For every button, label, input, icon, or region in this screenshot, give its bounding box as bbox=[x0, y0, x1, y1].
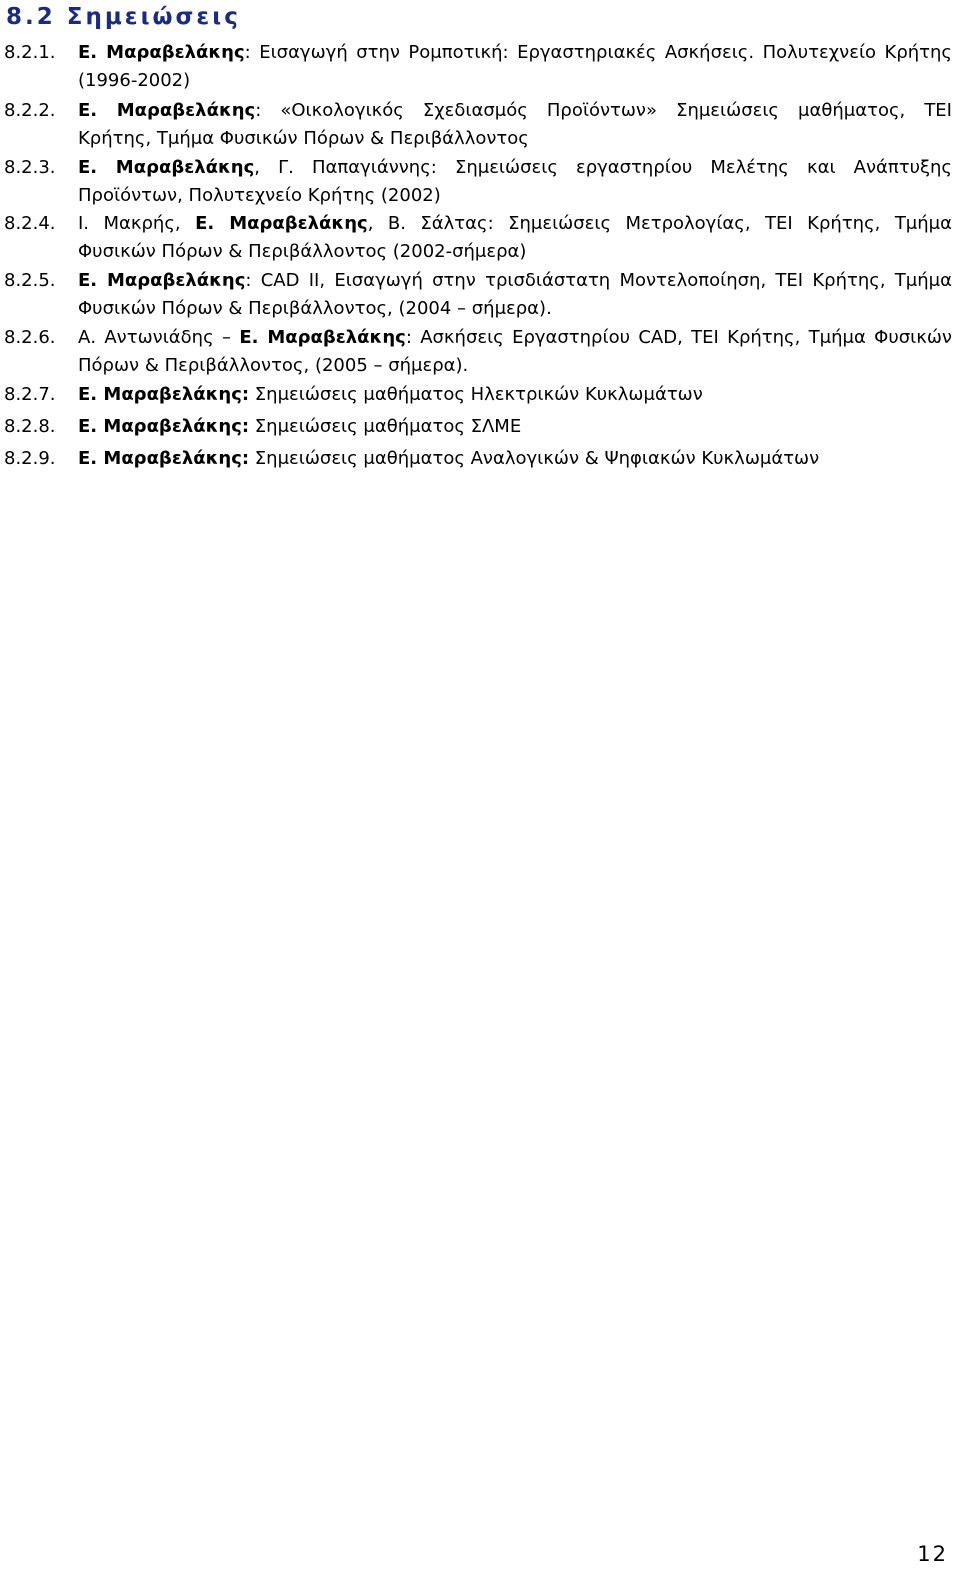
section-heading: 8.2 Σημειώσεις bbox=[6, 4, 241, 30]
reference-number: 8.2.3. bbox=[4, 157, 56, 178]
reference-text bbox=[78, 267, 952, 323]
reference-text bbox=[78, 210, 952, 266]
reference-line: Ε. Μαραβελάκης: CAD II, Εισαγωγή στην τρισδιάστατη Μοντελοποίηση, ΤΕΙ Κρήτης, Τμήμα bbox=[78, 270, 952, 291]
author-name: Ε. Μαραβελάκης: bbox=[78, 416, 250, 437]
reference-text bbox=[78, 413, 952, 441]
reference-line: Φυσικών Πόρων & Περιβάλλοντος, (2004 – σήμερα). bbox=[78, 298, 552, 319]
reference-line: Φυσικών Πόρων & Περιβάλλοντος (2002-σήμερα) bbox=[78, 241, 527, 262]
reference-line: Ε. Μαραβελάκης: Εισαγωγή στην Ρομποτική: Εργαστηριακές Ασκήσεις. Πολυτεχνείο Κρήτης bbox=[78, 42, 952, 63]
reference-line: Πόρων & Περιβάλλοντος, (2005 – σήμερα). bbox=[78, 355, 469, 376]
reference-line: Προϊόντων, Πολυτεχνείο Κρήτης (2002) bbox=[78, 185, 441, 206]
reference-line: Κρήτης, Τμήμα Φυσικών Πόρων & Περιβάλλοντος bbox=[78, 128, 529, 149]
reference-number: 8.2.9. bbox=[4, 448, 56, 469]
page-number: 12 bbox=[917, 1542, 948, 1566]
reference-text bbox=[78, 324, 952, 380]
author-name: Ε. Μαραβελάκης bbox=[195, 213, 368, 234]
reference-line: Α. Αντωνιάδης – Ε. Μαραβελάκης: Ασκήσεις Εργαστηρίου CAD, ΤΕΙ Κρήτης, Τμήμα Φυσικών bbox=[78, 327, 952, 348]
reference-text bbox=[78, 381, 952, 409]
author-name: Ε. Μαραβελάκης bbox=[78, 100, 256, 121]
reference-number: 8.2.1. bbox=[4, 42, 56, 63]
author-name: Ε. Μαραβελάκης bbox=[239, 327, 406, 348]
reference-text bbox=[78, 39, 952, 95]
reference-number: 8.2.5. bbox=[4, 270, 56, 291]
author-name: Ε. Μαραβελάκης bbox=[78, 270, 246, 291]
reference-line: Ε. Μαραβελάκης: Σημειώσεις μαθήματος Αναλογικών & Ψηφιακών Κυκλωμάτων bbox=[78, 448, 820, 469]
author-name: Ε. Μαραβελάκης bbox=[78, 157, 255, 178]
reference-line: Ε. Μαραβελάκης: Σημειώσεις μαθήματος Ηλεκτρικών Κυκλωμάτων bbox=[78, 384, 703, 405]
reference-text bbox=[78, 154, 952, 210]
reference-line: Ε. Μαραβελάκης: «Οικολογικός Σχεδιασμός Προϊόντων» Σημειώσεις μαθήματος, ΤΕΙ bbox=[78, 100, 952, 121]
reference-number: 8.2.8. bbox=[4, 416, 56, 437]
reference-number: 8.2.2. bbox=[4, 100, 56, 121]
reference-line: Ε. Μαραβελάκης, Γ. Παπαγιάννης: Σημειώσεις εργαστηρίου Μελέτης και Ανάπτυξης bbox=[78, 157, 952, 178]
author-name: Ε. Μαραβελάκης bbox=[78, 42, 245, 63]
reference-number: 8.2.6. bbox=[4, 327, 56, 348]
author-name: Ε. Μαραβελάκης: bbox=[78, 448, 250, 469]
reference-text bbox=[78, 97, 952, 153]
reference-number: 8.2.7. bbox=[4, 384, 56, 405]
author-name: Ε. Μαραβελάκης: bbox=[78, 384, 250, 405]
reference-line: (1996-2002) bbox=[78, 70, 191, 91]
reference-line: Ε. Μαραβελάκης: Σημειώσεις μαθήματος ΣΛΜΕ bbox=[78, 416, 522, 437]
reference-line: Ι. Μακρής, Ε. Μαραβελάκης, Β. Σάλτας: Σημειώσεις Μετρολογίας, ΤΕΙ Κρήτης, Τμήμα bbox=[78, 213, 952, 234]
reference-number: 8.2.4. bbox=[4, 213, 56, 234]
reference-text bbox=[78, 445, 952, 473]
